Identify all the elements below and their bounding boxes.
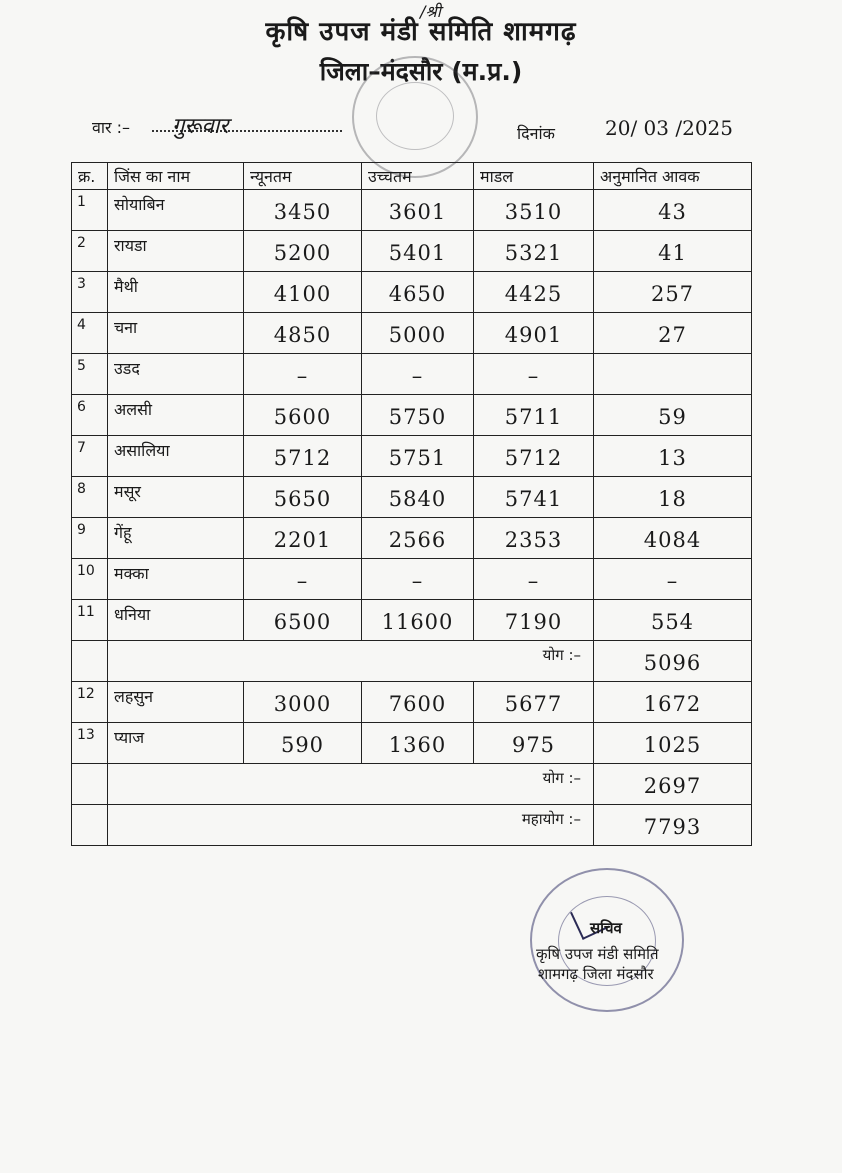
min-price: 4100 xyxy=(273,282,332,306)
arrival-qty: 1025 xyxy=(643,733,702,757)
arrival-qty: 13 xyxy=(658,446,687,470)
date-label: दिनांक xyxy=(517,124,555,143)
model-price: 7190 xyxy=(504,610,563,634)
min-price: 5600 xyxy=(273,405,332,429)
table-row xyxy=(72,559,752,600)
arrival-qty: 4084 xyxy=(643,528,702,552)
table-row xyxy=(72,395,752,436)
min-price: 5650 xyxy=(273,487,332,511)
commodity-name: गेंहू xyxy=(114,523,132,542)
max-price: 5751 xyxy=(388,446,447,470)
min-price: 590 xyxy=(280,733,325,757)
max-price: 3601 xyxy=(388,200,447,224)
row-sno: 3 xyxy=(77,276,86,292)
table-row xyxy=(72,436,752,477)
col-header-max: उच्चतम xyxy=(362,163,474,190)
model-price: 4901 xyxy=(504,323,563,347)
model-price: 2353 xyxy=(504,528,563,552)
signatory-title: सचिव xyxy=(590,919,622,937)
row-sno: 12 xyxy=(77,686,95,702)
max-price: 5840 xyxy=(388,487,447,511)
table-row xyxy=(72,190,752,231)
arrival-qty: 18 xyxy=(658,487,687,511)
table-row xyxy=(72,477,752,518)
min-price: 3000 xyxy=(273,692,332,716)
row-sno: 6 xyxy=(77,399,86,415)
max-price: 5750 xyxy=(388,405,447,429)
model-price: 5711 xyxy=(504,405,563,429)
max-price: 11600 xyxy=(381,610,454,634)
max-price: 2566 xyxy=(388,528,447,552)
arrival-qty: 41 xyxy=(658,241,687,265)
signatory-location: शामगढ़ जिला मंदसौर xyxy=(538,965,654,983)
table-row xyxy=(72,600,752,641)
min-price: 3450 xyxy=(273,200,332,224)
arrival-qty: 43 xyxy=(658,200,687,224)
model-price: 5712 xyxy=(504,446,563,470)
commodity-name: चना xyxy=(114,318,138,337)
model-price: – xyxy=(527,569,540,593)
subtotal-value: 5096 xyxy=(643,651,702,675)
min-price: 4850 xyxy=(273,323,332,347)
min-price: – xyxy=(296,569,309,593)
max-price: 4650 xyxy=(388,282,447,306)
model-price: – xyxy=(527,364,540,388)
arrival-qty xyxy=(594,354,751,364)
date-value: 20/ 03 /2025 xyxy=(605,116,733,140)
commodity-name: लहसुन xyxy=(114,687,154,706)
row-sno: 4 xyxy=(77,317,86,333)
row-sno: 2 xyxy=(77,235,86,251)
commodity-name: उडद xyxy=(114,359,140,378)
row-sno: 11 xyxy=(77,604,95,620)
col-header-min: न्यूनतम xyxy=(244,163,362,190)
arrival-qty: – xyxy=(666,569,679,593)
model-price: 3510 xyxy=(504,200,563,224)
arrival-qty: 1672 xyxy=(643,692,702,716)
max-price: – xyxy=(411,569,424,593)
secretary-stamp xyxy=(530,868,684,1012)
max-price: 1360 xyxy=(388,733,447,757)
min-price: 2201 xyxy=(273,528,332,552)
table-header-row xyxy=(72,163,752,190)
model-price: 4425 xyxy=(504,282,563,306)
commodity-name: धनिया xyxy=(114,605,151,624)
row-sno: 8 xyxy=(77,481,86,497)
day-label: वार :– xyxy=(92,118,131,137)
min-price: 5200 xyxy=(273,241,332,265)
row-sno: 1 xyxy=(77,194,86,210)
day-value: गुरूवार xyxy=(172,114,229,139)
model-price: 5741 xyxy=(504,487,563,511)
office-stamp-top xyxy=(352,56,478,178)
subtotal-row xyxy=(72,764,752,805)
rates-table xyxy=(71,162,752,846)
table-row xyxy=(72,231,752,272)
header-mark: /श्री xyxy=(420,2,441,21)
row-sno: 7 xyxy=(77,440,86,456)
max-price: 5000 xyxy=(388,323,447,347)
commodity-name: रायडा xyxy=(114,236,147,255)
arrival-qty: 59 xyxy=(658,405,687,429)
model-price: 975 xyxy=(511,733,556,757)
table-row xyxy=(72,354,752,395)
col-header-model: माडल xyxy=(474,163,594,190)
subtotal-label: योग :– xyxy=(542,769,581,787)
arrival-qty: 27 xyxy=(658,323,687,347)
row-sno: 13 xyxy=(77,727,95,743)
table-row xyxy=(72,272,752,313)
subtotal-label: योग :– xyxy=(542,646,581,664)
max-price: 7600 xyxy=(388,692,447,716)
commodity-name: असालिया xyxy=(114,441,170,460)
row-sno: 5 xyxy=(77,358,86,374)
min-price: 5712 xyxy=(273,446,332,470)
commodity-name: मसूर xyxy=(114,482,141,501)
model-price: 5321 xyxy=(504,241,563,265)
grand-total-label: महायोग :– xyxy=(521,810,581,828)
col-header-arrival: अनुमानित आवक xyxy=(594,163,752,190)
table-row xyxy=(72,313,752,354)
max-price: – xyxy=(411,364,424,388)
subtotal-row xyxy=(72,641,752,682)
commodity-name: मक्का xyxy=(114,564,149,583)
row-sno: 10 xyxy=(77,563,95,579)
arrival-qty: 257 xyxy=(650,282,695,306)
office-title: कृषि उपज मंडी समिति शामगढ़ xyxy=(265,17,577,47)
commodity-name: सोयाबिन xyxy=(114,195,165,214)
commodity-name: अलसी xyxy=(114,400,153,419)
min-price: 6500 xyxy=(273,610,332,634)
table-row xyxy=(72,723,752,764)
grand-total-value: 7793 xyxy=(643,815,702,839)
model-price: 5677 xyxy=(504,692,563,716)
commodity-name: मैथी xyxy=(114,277,138,296)
col-header-sno: क्र. xyxy=(72,163,108,190)
table-row xyxy=(72,682,752,723)
row-sno: 9 xyxy=(77,522,86,538)
min-price: – xyxy=(296,364,309,388)
max-price: 5401 xyxy=(388,241,447,265)
arrival-qty: 554 xyxy=(650,610,695,634)
commodity-name: प्याज xyxy=(114,728,145,747)
signatory-office: कृषि उपज मंडी समिति xyxy=(536,945,659,963)
table-row xyxy=(72,518,752,559)
district-title: जिला–मंदसौर (म.प्र.) xyxy=(319,57,523,86)
grand-total-row xyxy=(72,805,752,846)
col-header-name: जिंस का नाम xyxy=(108,163,244,190)
subtotal-value: 2697 xyxy=(643,774,702,798)
